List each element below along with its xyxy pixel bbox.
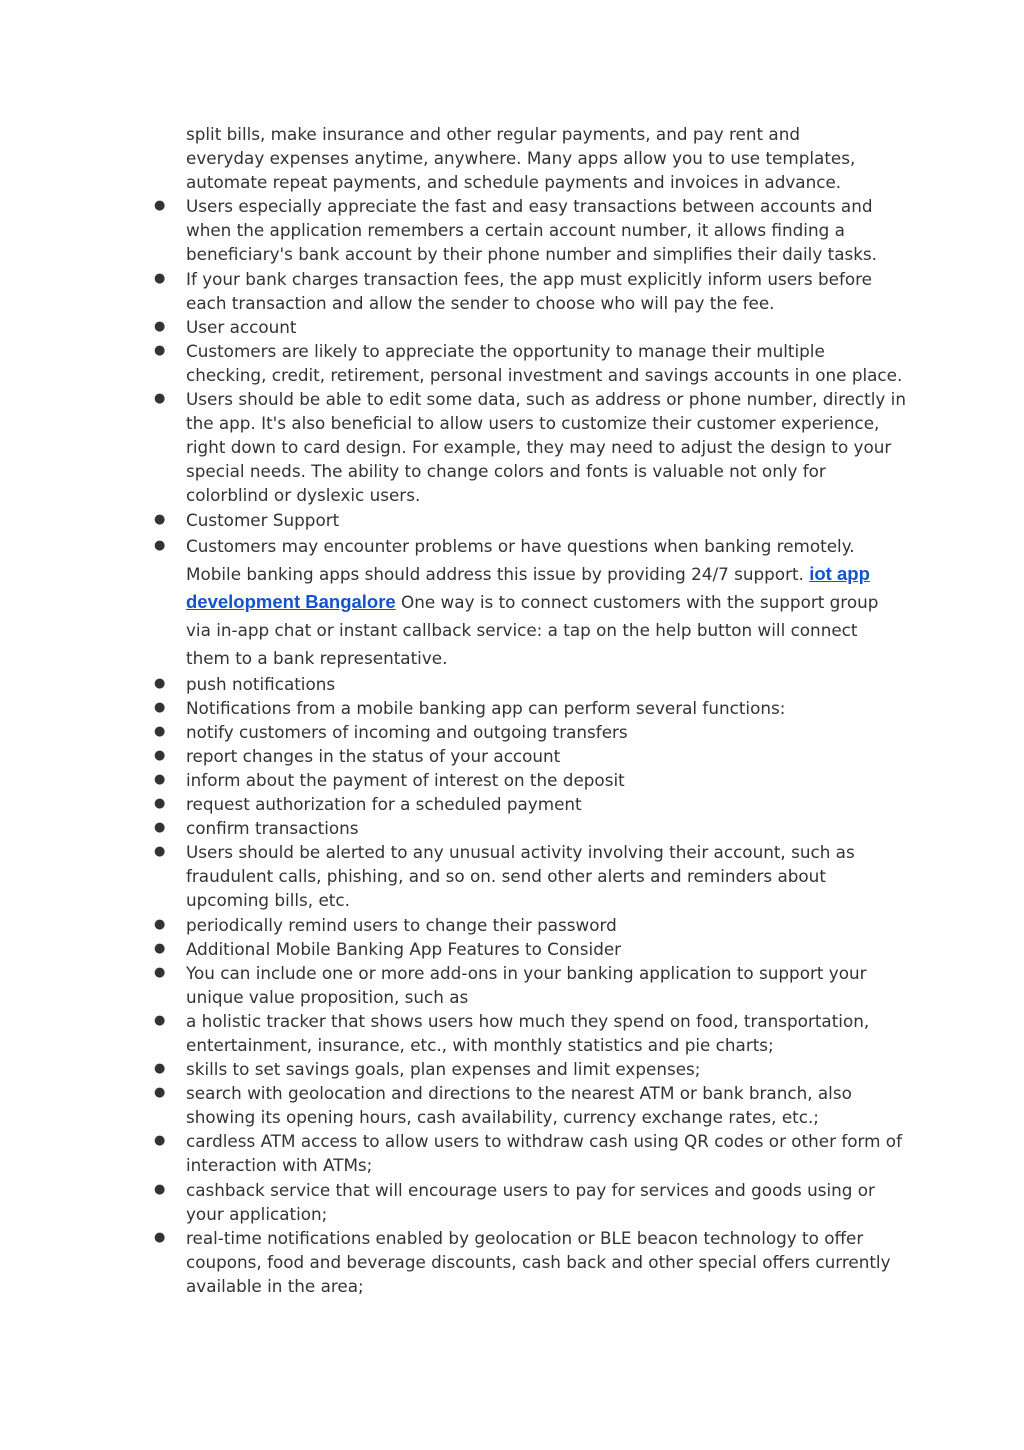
list-item bbox=[154, 387, 906, 507]
bullet-icon: ● bbox=[154, 940, 166, 956]
list-item bbox=[154, 339, 906, 387]
bullet-icon: ● bbox=[154, 391, 166, 407]
list-item-text: cardless ATM access to allow users to withdraw cash using QR codes or other form of interaction with ATMs; bbox=[186, 1131, 902, 1176]
list-item bbox=[154, 961, 906, 1009]
intro-line: automate repeat payments, and schedule payments and invoices in advance. bbox=[186, 172, 842, 193]
bullet-icon: ● bbox=[154, 270, 166, 286]
list-item bbox=[154, 1129, 906, 1177]
list-item-text: Customers are likely to appreciate the opportunity to manage their multiple checking, credit, retirement, personal investment and savings accounts in one place. bbox=[186, 340, 903, 385]
list-item-text: cashback service that will encourage users to pay for services and goods using or your application; bbox=[186, 1179, 875, 1224]
list-item bbox=[154, 1226, 906, 1298]
bullet-icon: ● bbox=[154, 342, 166, 358]
list-item bbox=[154, 1178, 906, 1226]
bullet-icon: ● bbox=[154, 511, 166, 527]
list-item bbox=[154, 1009, 906, 1057]
bullet-icon: ● bbox=[154, 1012, 166, 1028]
list-item bbox=[154, 267, 906, 315]
list-item-text: notify customers of incoming and outgoing transfers bbox=[186, 721, 628, 742]
list-item-text: Notifications from a mobile banking app can perform several functions: bbox=[186, 697, 786, 718]
bullet-icon: ● bbox=[154, 318, 166, 334]
list-item bbox=[154, 1081, 906, 1129]
bullet-icon: ● bbox=[154, 747, 166, 763]
list-item bbox=[154, 696, 906, 720]
list-item bbox=[154, 508, 906, 532]
list-item bbox=[154, 792, 906, 816]
bullet-icon: ● bbox=[154, 675, 166, 691]
list-item-text: Users should be alerted to any unusual activity involving their account, such as fraudulent calls, phishing, and so on. send other alerts and reminders about upcoming bills, etc. bbox=[186, 842, 855, 911]
iot-app-development-link[interactable]: iot app development Bangalore bbox=[186, 562, 870, 612]
list-item-text: Users should be able to edit some data, such as address or phone number, directly in the app. It's also beneficial to allow users to customize their customer experience, right down to card design. For example, they may need to adjust the design to your special needs. The ability to change colors and fonts is valuable not only for colorblind or dyslexic users. bbox=[186, 389, 906, 506]
list-item-text: a holistic tracker that shows users how much they spend on food, transportation, entertainment, insurance, etc., with monthly statistics and pie charts; bbox=[186, 1010, 870, 1055]
list-item-text: If your bank charges transaction fees, the app must explicitly inform users before each transaction and allow the sender to choose who will pay the fee. bbox=[186, 268, 872, 313]
bullet-icon: ● bbox=[154, 1229, 166, 1245]
list-item bbox=[154, 1057, 906, 1081]
list-item bbox=[154, 194, 906, 266]
list-item bbox=[154, 720, 906, 744]
bullet-icon: ● bbox=[154, 1085, 166, 1101]
list-item-text: confirm transactions bbox=[186, 818, 359, 839]
bullet-icon: ● bbox=[154, 796, 166, 812]
document-body bbox=[154, 122, 906, 1298]
bullet-icon: ● bbox=[154, 699, 166, 715]
list-item bbox=[154, 840, 906, 912]
list-item-text: inform about the payment of interest on the deposit bbox=[186, 769, 625, 790]
list-item-text: push notifications bbox=[186, 673, 336, 694]
list-item bbox=[154, 768, 906, 792]
list-item bbox=[154, 672, 906, 696]
list-item-text: You can include one or more add-ons in your banking application to support your unique value proposition, such as bbox=[186, 962, 867, 1007]
bullet-icon: ● bbox=[154, 1061, 166, 1077]
list-item bbox=[154, 315, 906, 339]
intro-line: split bills, make insurance and other regular payments, and pay rent and bbox=[186, 124, 800, 144]
bullet-icon: ● bbox=[154, 916, 166, 932]
support-text-before: Customers may encounter problems or have questions when banking remotely. Mobile banking apps should address this issue by providing 24/7 support. bbox=[186, 535, 855, 584]
list-item-text: Customer Support bbox=[186, 509, 340, 530]
list-item-support bbox=[154, 532, 906, 672]
list-item bbox=[154, 744, 906, 768]
list-item-text: report changes in the status of your account bbox=[186, 745, 561, 766]
list-item-text: periodically remind users to change their password bbox=[186, 914, 617, 935]
bullet-icon: ● bbox=[154, 537, 166, 553]
bullet-icon: ● bbox=[154, 771, 166, 787]
list-item bbox=[154, 937, 906, 961]
support-text-after: One way is to connect customers with the support group via in-app chat or instant callback service: a tap on the help button will connect them to a bank representative. bbox=[186, 591, 879, 668]
list-item-text: Additional Mobile Banking App Features to Consider bbox=[186, 938, 622, 959]
bullet-icon: ● bbox=[154, 964, 166, 980]
list-item-text: skills to set savings goals, plan expenses and limit expenses; bbox=[186, 1059, 701, 1080]
bullet-icon: ● bbox=[154, 723, 166, 739]
intro-line: everyday expenses anytime, anywhere. Many apps allow you to use templates, bbox=[186, 148, 856, 169]
list-item bbox=[154, 913, 906, 937]
list-item-text: real-time notifications enabled by geolocation or BLE beacon technology to offer coupons, food and beverage discounts, cash back and other special offers currently available in the area; bbox=[186, 1227, 891, 1296]
list-item-text: request authorization for a scheduled payment bbox=[186, 794, 582, 815]
list-item-text: search with geolocation and directions to the nearest ATM or bank branch, also showing its opening hours, cash availability, currency exchange rates, etc.; bbox=[186, 1083, 852, 1128]
list-item-text: Users especially appreciate the fast and easy transactions between accounts and when the application remembers a certain account number, it allows finding a beneficiary's bank account by their phone number and simplifies their daily tasks. bbox=[186, 196, 878, 265]
bullet-icon: ● bbox=[154, 844, 166, 860]
bullet-icon: ● bbox=[154, 820, 166, 836]
list-item bbox=[154, 816, 906, 840]
list-item-text: User account bbox=[186, 316, 297, 337]
bullet-icon: ● bbox=[154, 198, 166, 214]
bullet-icon: ● bbox=[154, 1181, 166, 1197]
bullet-list bbox=[154, 194, 906, 1298]
intro-paragraph bbox=[186, 122, 906, 194]
bullet-icon: ● bbox=[154, 1133, 166, 1149]
